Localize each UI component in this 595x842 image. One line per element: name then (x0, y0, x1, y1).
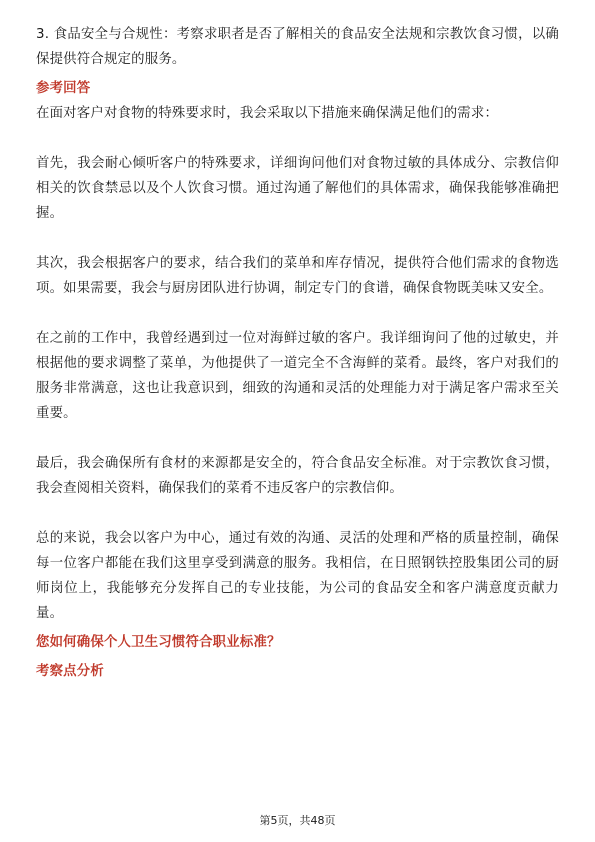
page-number-footer: 第5页，共48页 (259, 814, 336, 827)
answer-paragraph-first: 首先，我会耐心倾听客户的特殊要求，详细询问他们对食物过敏的具体成分、宗教信仰相关的饮食禁忌以及个人饮食习惯。通过沟通了解他们的具体需求，确保我能够准确把握。 (36, 156, 559, 221)
reference-answer-heading: 参考回答 (36, 81, 91, 96)
analysis-heading: 考察点分析 (36, 664, 104, 679)
answer-intro: 在面对客户对食物的特殊要求时，我会采取以下措施来确保满足他们的需求： (36, 106, 499, 121)
page-content (36, 22, 559, 684)
assessment-point-3: 3. 食品安全与合规性：考察求职者是否了解相关的食品安全法规和宗教饮食习惯，以确保提供符合规定的服务。 (36, 27, 559, 67)
answer-paragraph-second: 其次，我会根据客户的要求，结合我们的菜单和库存情况，提供符合他们需求的食物选项。如果需要，我会与厨房团队进行协调，制定专门的食谱，确保食物既美味又安全。 (36, 256, 559, 296)
answer-paragraph-example: 在之前的工作中，我曾经遇到过一位对海鲜过敏的客户。我详细询问了他的过敏史，并根据他的要求调整了菜单，为他提供了一道完全不含海鲜的菜肴。最终，客户对我们的服务非常满意，这也让我意识到，细致的沟通和灵活的处理能力对于满足客户需求至关重要。 (36, 331, 559, 421)
answer-paragraph-summary: 总的来说，我会以客户为中心，通过有效的沟通、灵活的处理和严格的质量控制，确保每一位客户都能在我们这里享受到满意的服务。我相信，在日照钢铁控股集团公司的厨师岗位上，我能够充分发挥自己的专业技能，为公司的食品安全和客户满意度贡献力量。 (36, 531, 559, 621)
answer-paragraph-last: 最后，我会确保所有食材的来源都是安全的，符合食品安全标准。对于宗教饮食习惯，我会查阅相关资料，确保我们的菜肴不违反客户的宗教信仰。 (36, 456, 559, 496)
next-question-heading: 您如何确保个人卫生习惯符合职业标准？ (36, 635, 281, 650)
